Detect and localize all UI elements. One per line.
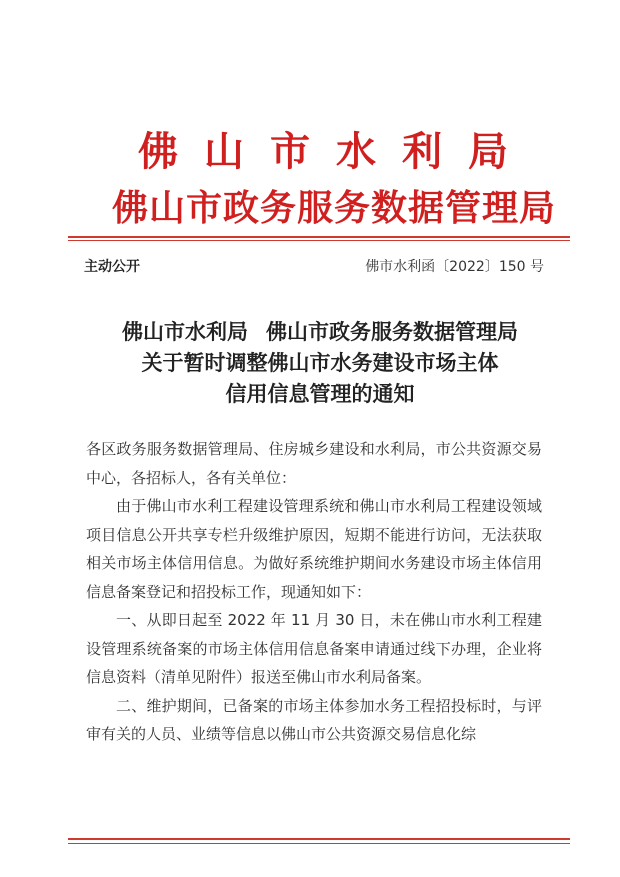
issuer-header-data-bureau: 佛山市政务服务数据管理局 [112, 187, 557, 229]
document-title [70, 316, 570, 409]
document-number: 佛市水利函〔2022〕150 号 [365, 259, 544, 275]
paragraph-1: 由于佛山市水利工程建设管理系统和佛山市水利局工程建设领域项目信息公开共享专栏升级维护原因，短期不能进行访问，无法获取相关市场主体信用信息。为做好系统维护期间水务建设市场主体信用信息备案登记和招投标工作，现通知如下： [86, 497, 542, 601]
issuer-header-water-bureau: 佛山市水利局 [138, 128, 534, 175]
document-body [86, 435, 542, 749]
title-line-1 [70, 316, 570, 347]
header-divider-thin [68, 240, 570, 241]
title-line-3: 信用信息管理的通知 [225, 381, 415, 406]
title-issuer-2: 佛山市政务服务数据管理局 [266, 319, 518, 344]
title-line-2: 关于暂时调整佛山市水务建设市场主体 [141, 350, 499, 375]
footer-divider-thin [68, 843, 570, 844]
salutation: 各区政务服务数据管理局、住房城乡建设和水利局，市公共资源交易中心，各招标人，各有关单位： [86, 440, 542, 487]
paragraph-3: 二、维护期间，已备案的市场主体参加水务工程招投标时，与评审有关的人员、业绩等信息以佛山市公共资源交易信息化综 [86, 696, 542, 743]
disclosure-label: 主动公开 [84, 259, 140, 275]
footer-divider-thick [68, 838, 570, 840]
header-divider-thick [68, 236, 570, 238]
paragraph-2: 一、从即日起至 2022 年 11 月 30 日，未在佛山市水利工程建设管理系统备案的市场主体信用信息备案申请通过线下办理，企业将信息资料（清单见附件）报送至佛山市水利局备案。 [86, 611, 542, 686]
title-issuer-1: 佛山市水利局 [122, 319, 248, 344]
